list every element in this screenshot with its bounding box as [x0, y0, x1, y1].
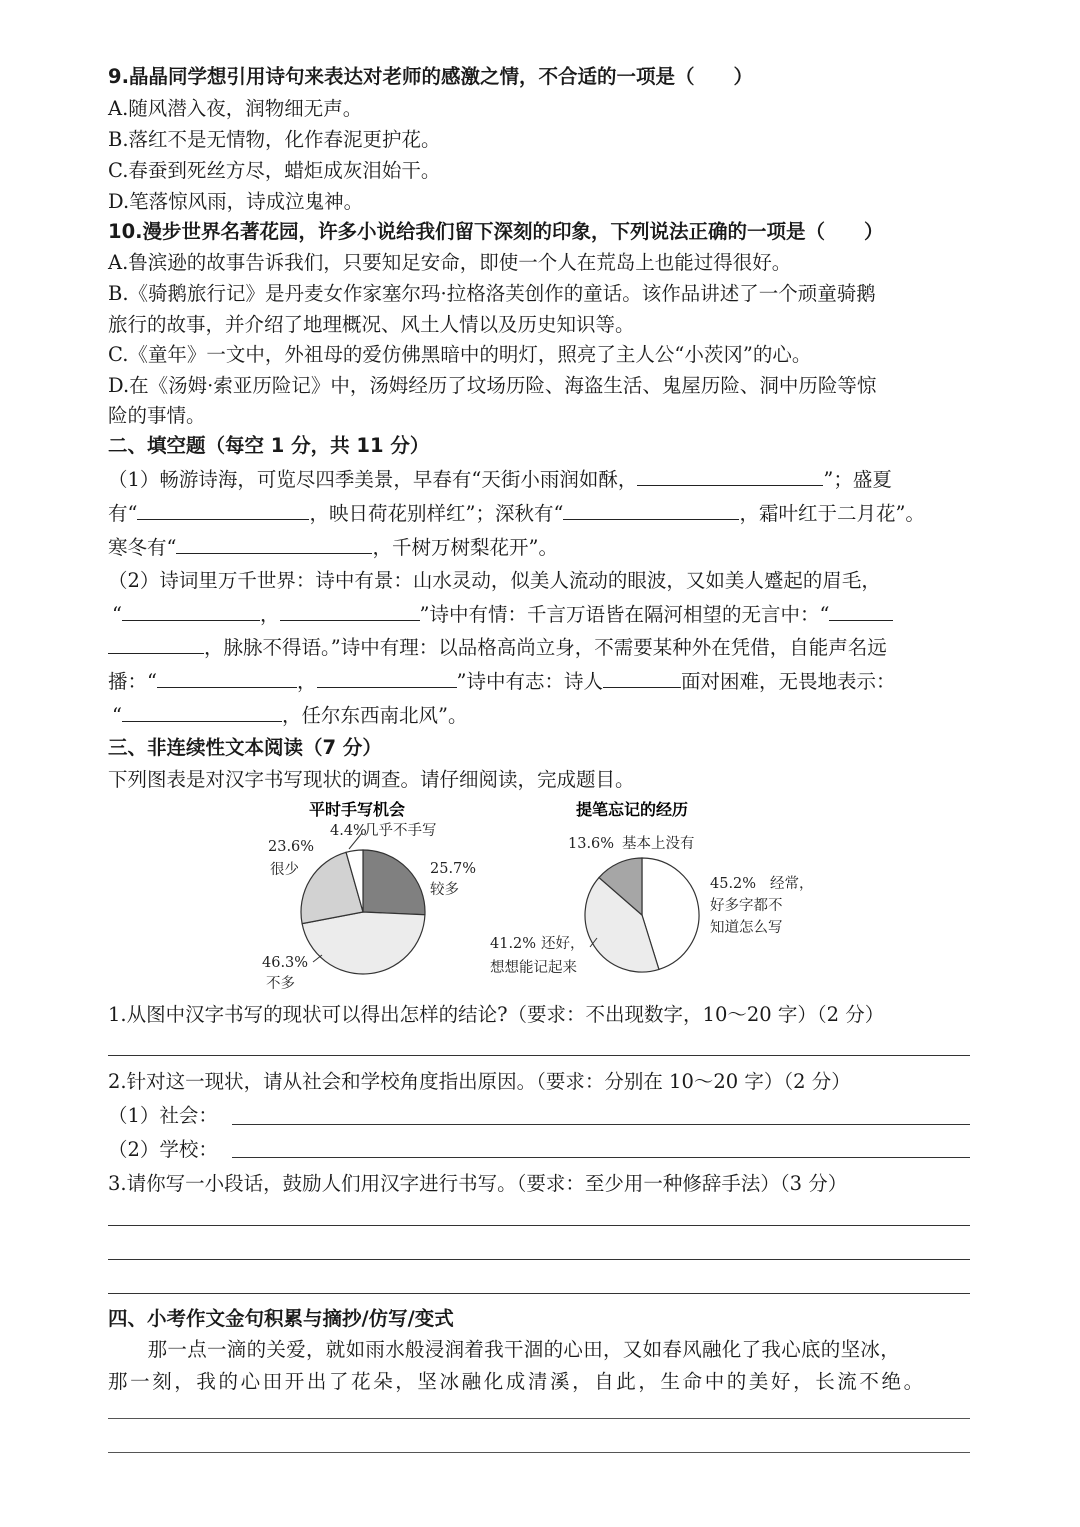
fill-line-5: [112, 604, 893, 625]
fill-text: ，脉脉不得语。”诗中有理：以品格高尚立身，不需要某种外在凭借，自能声名远: [204, 636, 887, 659]
pie-slice: [363, 850, 425, 915]
q10-option-d-line1: D.在《汤姆·索亚历险记》中，汤姆经历了坟场历险、海盗生活、鬼屋历险、洞中历险等惊: [108, 374, 877, 397]
leader-line: [313, 955, 322, 962]
chart2-label-pct: 13.6%: [568, 836, 615, 852]
chart1-pie: [301, 850, 425, 974]
s3-q2: 2.针对这一现状，请从社会和学校角度指出原因。（要求：分别在 10～20 字）（2 分）: [108, 1070, 851, 1093]
answer-line[interactable]: [108, 1452, 970, 1453]
answer-line[interactable]: [108, 1418, 970, 1419]
answer-line[interactable]: [232, 1124, 970, 1125]
answer-line[interactable]: [108, 1225, 970, 1226]
fill-text: （1）畅游诗海，可览尽四季美景，早春有“天街小雨润如酥，: [108, 468, 638, 491]
chart1-label: 很少: [270, 862, 299, 878]
answer-blank[interactable]: [157, 671, 297, 688]
chart2-label-pct: 41.2%: [490, 936, 537, 952]
q10-stem: 10.漫步世界名著花园，许多小说给我们留下深刻的印象，下列说法正确的一项是（ ）: [108, 220, 884, 243]
chart1-label-pct: 46.3%: [262, 955, 309, 971]
answer-blank[interactable]: [176, 537, 372, 554]
fill-text: ，霜叶红于二月花”。: [739, 502, 925, 525]
fill-text: “: [112, 704, 122, 727]
chart2-label-line2: 好多字都不: [710, 898, 783, 914]
fill-text: ”；盛夏: [823, 468, 892, 491]
chart2-label-line3: 知道怎么写: [710, 920, 783, 936]
fill-line-7: [108, 671, 896, 692]
chart1-title: 平时手写机会: [309, 800, 406, 819]
s3-q3: 3.请你写一小段话，鼓励人们用汉字进行书写。（要求：至少用一种修辞手法）（3 分）: [108, 1172, 848, 1195]
answer-blank[interactable]: [829, 604, 893, 621]
q10-option-c: C.《童年》一文中，外祖母的爱仿佛黑暗中的明灯，照亮了主人公“小茨冈”的心。: [108, 343, 812, 366]
chart2-label-line1: 还好，: [541, 936, 585, 952]
fill-line-1: [108, 469, 892, 490]
section3-heading: 三、非连续性文本阅读（7 分）: [108, 736, 382, 759]
s3-q2-society: （1）社会：: [108, 1104, 218, 1127]
q10-option-b-line1: B.《骑鹅旅行记》是丹麦女作家塞尔玛·拉格洛芙创作的童话。该作品讲述了一个顽童骑鹅: [108, 282, 876, 305]
answer-blank[interactable]: [137, 503, 309, 520]
q10-option-a: A.鲁滨逊的故事告诉我们，只要知足安命，即使一个人在荒岛上也能过得很好。: [108, 251, 792, 274]
section3-intro: 下列图表是对汉字书写现状的调查。请仔细阅读，完成题目。: [108, 768, 635, 791]
section4-heading: 四、小考作文金句积累与摘抄/仿写/变式: [108, 1307, 454, 1330]
answer-blank[interactable]: [637, 469, 823, 486]
chart2-label: 基本上没有: [622, 836, 695, 852]
q9-option-d: D.笔落惊风雨，诗成泣鬼神。: [108, 190, 364, 213]
fill-text: ，千树万树梨花开”。: [372, 536, 558, 559]
chart1-label-pct: 23.6%: [268, 839, 315, 855]
fill-text: ，映日荷花别样红”；深秋有“: [309, 502, 564, 525]
fill-text: ，: [259, 603, 280, 626]
q9-option-c: C.春蚕到死丝方尽，蜡炬成灰泪始干。: [108, 159, 441, 182]
q10-option-b-line2: 旅行的故事，并介绍了地理概况、风土人情以及历史知识等。: [108, 313, 635, 336]
fill-text: 面对困难，无畏地表示：: [680, 670, 896, 693]
fill-text: “: [112, 603, 122, 626]
s4-passage-line1: 那一点一滴的关爱，就如雨水般浸润着我干涸的心田，又如春风融化了我心底的坚冰，: [108, 1338, 901, 1361]
answer-line[interactable]: [232, 1157, 970, 1158]
pie-slice: [302, 912, 425, 974]
chart2-label-pct: 45.2%: [710, 876, 757, 892]
s4-passage-line2: 那一刻，我的心田开出了花朵，坚冰融化成清溪，自此，生命中的美好，长流不绝。: [108, 1370, 926, 1393]
chart1-label: 较多: [430, 882, 459, 898]
pie-charts: [0, 795, 1080, 995]
fill-text: ”诗中有志：诗人: [456, 670, 603, 693]
fill-text: ”诗中有情：千言万语皆在隔河相望的无言中：“: [419, 603, 830, 626]
fill-text: 寒冬有“: [108, 536, 177, 559]
chart1-label: 几乎不手写: [364, 823, 437, 839]
q9-option-b: B.落红不是无情物，化作春泥更护花。: [108, 128, 441, 151]
chart1-label-pct: 25.7%: [430, 861, 477, 877]
q9-option-a: A.随风潜入夜，润物细无声。: [108, 97, 363, 120]
section2-heading: 二、填空题（每空 1 分，共 11 分）: [108, 434, 430, 457]
answer-blank[interactable]: [563, 503, 739, 520]
fill-text: 播：“: [108, 670, 157, 693]
answer-blank[interactable]: [280, 604, 420, 621]
chart2-label-line1: 经常，: [770, 876, 814, 892]
answer-blank[interactable]: [108, 637, 204, 654]
chart2-title: 提笔忘记的经历: [576, 800, 689, 819]
answer-blank[interactable]: [122, 604, 260, 621]
q10-option-d-line2: 险的事情。: [108, 404, 206, 427]
answer-line[interactable]: [108, 1293, 970, 1294]
fill-text: ，: [296, 670, 317, 693]
answer-blank[interactable]: [122, 705, 282, 722]
answer-line[interactable]: [108, 1259, 970, 1260]
fill-line-2: [108, 503, 925, 524]
chart1-label: 不多: [266, 976, 295, 992]
chart2-label-line2: 想想能记起来: [490, 960, 577, 976]
answer-blank[interactable]: [317, 671, 457, 688]
s3-q2-school: （2）学校：: [108, 1138, 218, 1161]
chart2-pie: [585, 858, 699, 972]
q9-stem: 9.晶晶同学想引用诗句来表达对老师的感激之情，不合适的一项是（ ）: [108, 65, 753, 88]
fill-line-3: [108, 537, 558, 558]
fill-line-6: [108, 637, 887, 658]
answer-blank[interactable]: [603, 671, 681, 688]
fill-text: ，任尔东西南北风”。: [281, 704, 468, 727]
s3-q1: 1.从图中汉字书写的现状可以得出怎样的结论?（要求：不出现数字，10～20 字）（2 分）: [108, 1003, 885, 1026]
fill-text: 有“: [108, 502, 138, 525]
answer-line[interactable]: [108, 1055, 970, 1056]
chart1-label-pct: 4.4%: [330, 823, 367, 839]
fill-line-8: [112, 705, 467, 726]
fill-line-4: （2）诗词里万千世界：诗中有景：山水灵动，似美人流动的眼波，又如美人蹙起的眉毛，: [108, 569, 881, 592]
